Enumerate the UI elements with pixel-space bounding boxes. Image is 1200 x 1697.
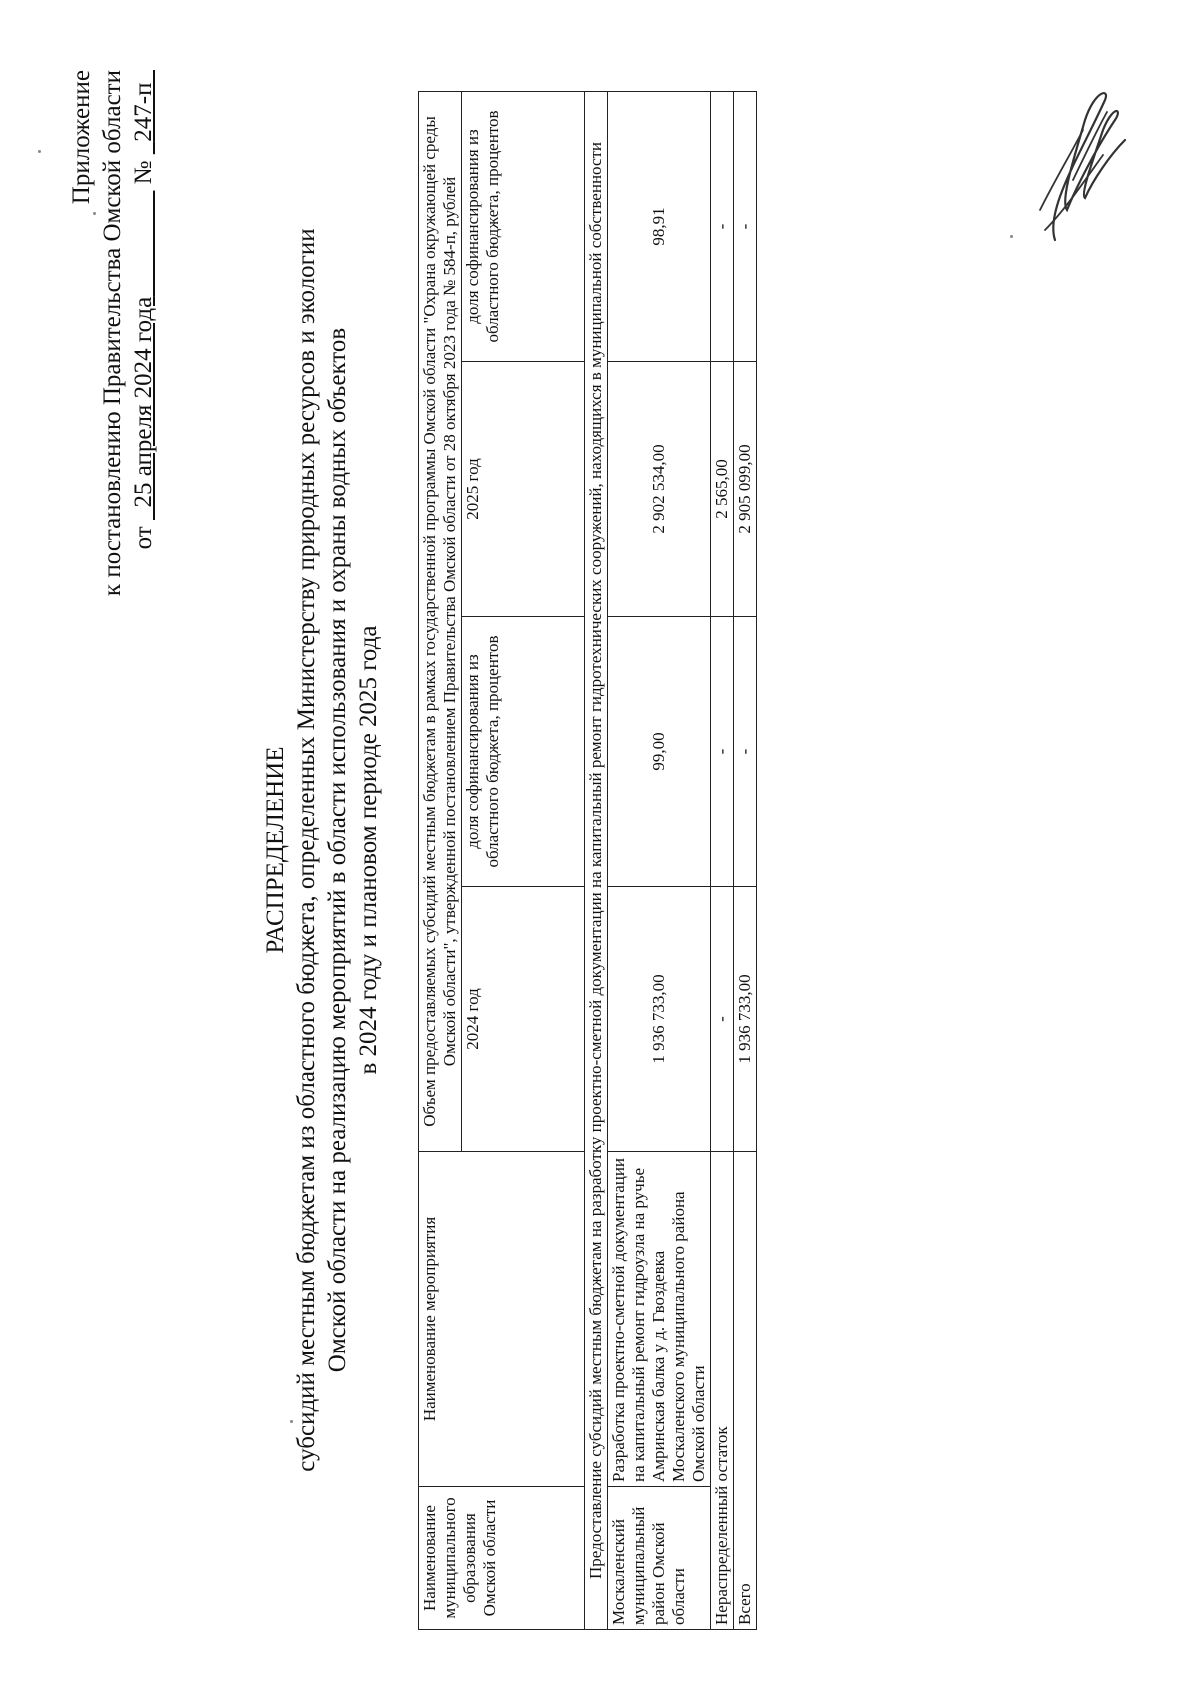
- header-share-2024: доля софинансирования из областного бюджета, процентов: [462, 617, 585, 887]
- cell-share-2024: 99,00: [608, 617, 711, 887]
- scan-speck: [93, 212, 96, 215]
- unallocated-label: Нераспределенный остаток: [711, 1152, 734, 1630]
- unallocated-2025: 2 565,00: [711, 362, 734, 617]
- unallocated-share-2024: -: [711, 617, 734, 887]
- unallocated-share-2025: -: [711, 91, 734, 361]
- total-label: Всего: [734, 1152, 757, 1630]
- distribution-table: [418, 91, 757, 1630]
- scan-speck: [1010, 235, 1013, 238]
- scan-speck: [290, 1420, 293, 1423]
- appendix-label: Приложение: [68, 70, 95, 205]
- header-2025: 2025 год: [462, 362, 585, 617]
- number-value: 247-п: [130, 82, 157, 142]
- header-volume: Объем предоставляемых субсидий местным бюджетам в рамках государственной программы Омской области "Охрана окружающей среды Омской области", утвержденной постановлением Правительства Омской области от 28 октября 2023 года № 584-п, рублей: [419, 91, 462, 1151]
- appendix-ref: к постановлению Правительства Омской области: [99, 70, 126, 597]
- table-row: [608, 91, 711, 1629]
- appendix-block: [66, 70, 159, 596]
- section-title: Предоставление субсидий местным бюджетам на разработку проектно-сметной документации на капитальный ремонт гидротехнических сооружений, находящихся в муниципальной собственности: [585, 91, 608, 1629]
- document-page: [40, 40, 1140, 1660]
- total-2025: 2 905 099,00: [734, 362, 757, 617]
- header-2024: 2024 год: [462, 887, 585, 1152]
- scan-speck: [38, 150, 41, 153]
- total-share-2024: -: [734, 617, 757, 887]
- document-title: РАСПРЕДЕЛЕНИЕ: [262, 746, 289, 954]
- table-header-row: [419, 91, 462, 1629]
- unallocated-2024: -: [711, 887, 734, 1152]
- number-prefix: №: [130, 160, 157, 185]
- cell-2025: 2 902 534,00: [608, 362, 711, 617]
- section-row: [585, 91, 608, 1629]
- total-row: [734, 91, 757, 1629]
- document-subtitle-2: Омской области на реализацию мероприятий в области использования и охраны водных объектов: [324, 327, 351, 1373]
- appendix-date-number: [128, 70, 159, 596]
- cell-event: Разработка проектно-сметной документации на капитальный ремонт гидроузла на ручье Амринская балка у д. Гвоздевка Москаленского муниципального района Омской области: [608, 1152, 711, 1487]
- cell-2024: 1 936 733,00: [608, 887, 711, 1152]
- document-title-block: [260, 40, 384, 1660]
- header-event: Наименование мероприятия: [419, 1152, 585, 1487]
- cell-share-2025: 98,91: [608, 91, 711, 361]
- unallocated-row: [711, 91, 734, 1629]
- date-prefix: от: [130, 526, 157, 550]
- date-value: 25 апреля 2024 года: [130, 296, 157, 508]
- total-2024: 1 936 733,00: [734, 887, 757, 1152]
- document-subtitle-3: в 2024 году и плановом периоде 2025 года: [355, 625, 382, 1075]
- total-share-2025: -: [734, 91, 757, 361]
- header-municipality: Наименование муниципального образования Омской области: [419, 1487, 585, 1630]
- document-subtitle-1: субсидий местным бюджетам из областного бюджета, определенных Министерству природных ресурсов и экологии: [293, 228, 320, 1472]
- cell-municipality: Москаленский муниципальный район Омской области: [608, 1487, 711, 1630]
- header-share-2025: доля софинансирования из областного бюджета, процентов: [462, 91, 585, 361]
- signature-mark: [985, 60, 1145, 250]
